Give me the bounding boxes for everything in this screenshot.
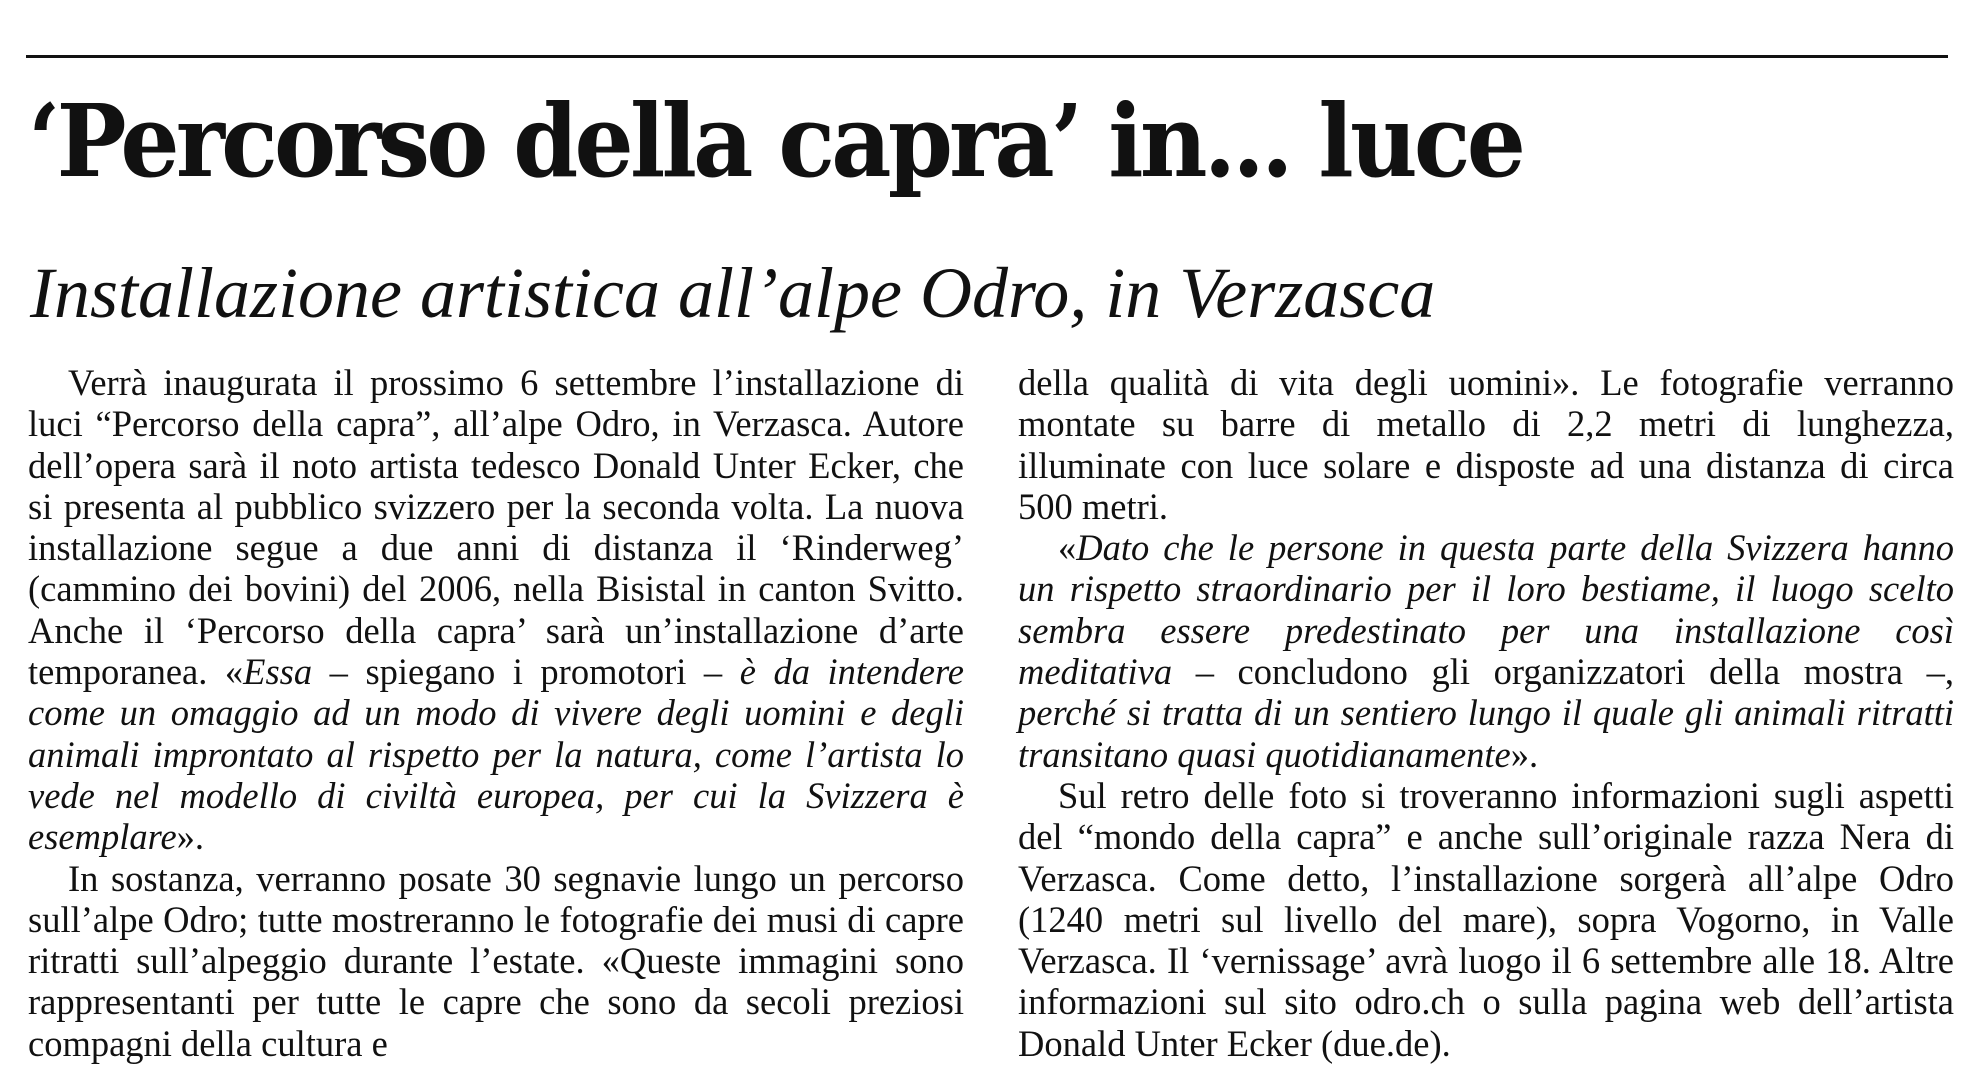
quote-essa: Essa: [243, 651, 313, 693]
quote-promoters: è da intendere come un omaggio ad un modo di vivere degli uomini e degli animali improntato al rispetto per la natura, come l’artista lo vede nel modello di civiltà europea, per cui la Svizzera è esemplare: [28, 651, 964, 858]
paragraph-intro: [28, 362, 964, 858]
quote-organizers-attribution: – concludono gli organizzatori della mostra –,: [1172, 651, 1954, 693]
quote-attribution: – spiegano i promotori –: [312, 651, 740, 693]
subheadline: Installazione artistica all’alpe Odro, in Verzasca: [30, 253, 1436, 333]
paragraph-photos: della qualità di vita degli uomini». Le fotografie verranno montate su barre di metallo di 2,2 metri di lunghezza, illuminate con luce solare e disposte ad una distanza di circa 500 metri.: [1018, 362, 1954, 527]
paragraph-organizers: [1018, 527, 1954, 775]
paragraph-info: Sul retro delle foto si troveranno informazioni sugli aspetti del “mondo della capra” e anche sull’originale razza Nera di Verzasca. Come detto, l’installazione sorgerà all’alpe Odro (1240 metri sul livello del mare), sopra Vogorno, in Valle Verzasca. Il ‘vernissage’ avrà luogo il 6 settembre alle 18. Altre informazioni sul sito odro.ch o sulla pagina web dell’artista Donald Unter Ecker (due.de).: [1018, 774, 1954, 1064]
article-column-right: [1018, 362, 1954, 1064]
quote-organizers-close: ».: [1510, 733, 1539, 775]
paragraph-intro-text: Verrà inaugurata il prossimo 6 settembre l’installazione di luci “Percorso della capra”, all’alpe Odro, in Verzasca. Autore dell’opera sarà il noto artista tedesco Donald Unter Ecker, che si presenta al pubblico svizzero per la seconda volta. La nuova installazione segue a due anni di distanza il ‘Rinderweg’ (cammino dei bovini) del 2006, nella Bisistal in canton Svitto. Anche il ‘Percorso della capra’ sarà un’installazione d’arte temporanea. «: [28, 362, 964, 693]
quote-organizers-b: perché si tratta di un sentiero lungo il quale gli animali ritratti transitano quasi quotidianamente: [1018, 692, 1954, 775]
article-column-left: [28, 362, 964, 1064]
quote-open: «: [1058, 527, 1077, 569]
quote-organizers-a: Dato che le persone in questa parte della Svizzera hanno un rispetto straordinario per il loro bestiame, il luogo scelto sembra essere predestinato per una installazione così meditativa: [1018, 527, 1954, 693]
top-rule: [26, 55, 1948, 58]
headline: ‘Percorso della capra’ in... luce: [28, 82, 1523, 200]
paragraph-signposts: In sostanza, verranno posate 30 segnavie lungo un percorso sull’alpe Odro; tutte mostreranno le fotografie dei musi di capre ritratti sull’alpeggio durante l’estate. «Queste immagini sono rappresentanti per tutte le capre che sono da secoli preziosi compagni della cultura e: [28, 857, 964, 1064]
quote-close: ».: [176, 816, 205, 858]
